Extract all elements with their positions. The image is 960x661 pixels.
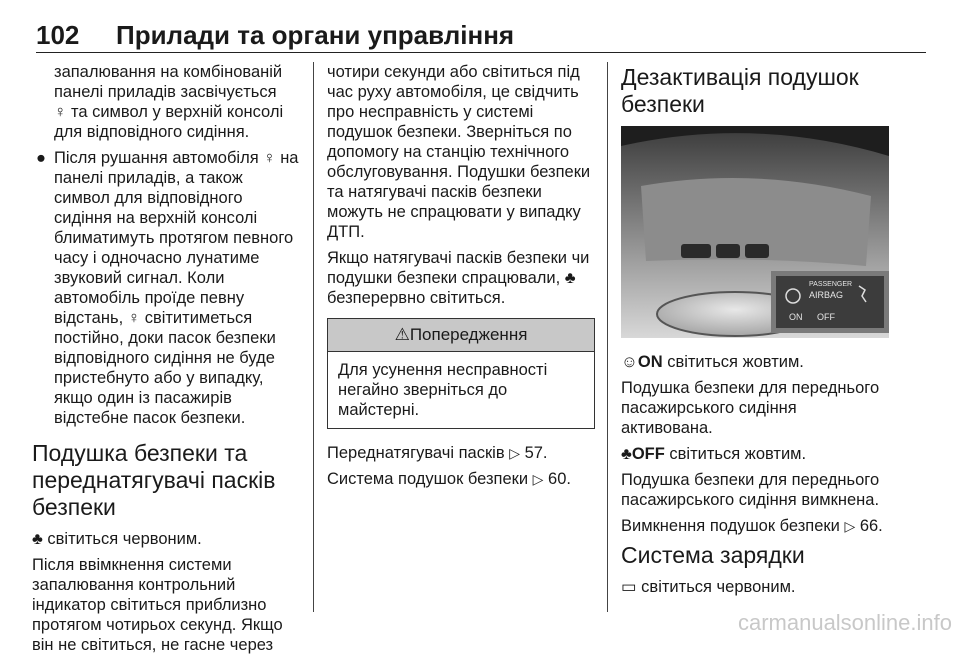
paragraph: Якщо натягувачі пасків безпеки чи подушки безпеки спрацювали, ♣ безперервно світиться. — [327, 249, 590, 307]
column-3 — [621, 62, 889, 603]
inset-label-airbag: AIRBAG — [809, 290, 844, 300]
inset-label-passenger: PASSENGER — [809, 281, 853, 288]
overhead-console-photo — [621, 126, 889, 338]
column-1 — [32, 62, 300, 661]
warning-header — [328, 319, 594, 352]
header-rule — [36, 52, 926, 53]
airbag-icon: ♣ — [32, 530, 43, 548]
airbag-on-icon: ☺ — [621, 353, 638, 371]
airbag-icon: ♣ — [564, 269, 576, 287]
paragraph: Подушка безпеки для переднього пасажирського сидіння активована. — [621, 379, 880, 437]
warning-title: Попередження — [409, 325, 528, 344]
column-2 — [327, 62, 595, 495]
ref-arrow-icon: ▷ — [509, 445, 520, 461]
battery-icon: ▭ — [621, 578, 637, 596]
watermark: carmanualsonline.info — [737, 610, 952, 635]
paragraph: Після ввімкнення системи запалювання контрольний індикатор світиться приблизно протягом чотирьох секунд. Якщо він не світиться, не гасне через — [32, 556, 283, 654]
console-button — [716, 244, 740, 258]
bullet-dot: ● — [36, 149, 46, 167]
section-heading-deactivation: Дезактивація подушок безпеки — [621, 64, 859, 117]
column-divider — [313, 62, 314, 612]
seatbelt-icon: ♀ — [127, 309, 141, 327]
bullet-item: ● Після рушання автомобіля ♀ на панелі приладів, а також символ для відповідного сидіння на верхній консолі блиматимуть протягом певного часу і одночасно лунатиме звуковий сигнал. Коли автомобіль проїде певну відстань, ♀ світитиметься постійно, доки пасок безпеки відповідного сидіння не буде пристебнуто або у випадку, якщо один із пасажирів відстебне пасок безпеки. — [36, 149, 299, 427]
cross-reference: Переднатягувачі пасків ▷ 57. — [327, 444, 548, 462]
warning-icon: ⚠ — [394, 325, 410, 344]
cross-reference: Система подушок безпеки ▷ 60. — [327, 470, 571, 488]
page-header — [36, 16, 926, 54]
section-heading-charging: Система зарядки — [621, 542, 805, 568]
airbag-off-icon: ♣ — [621, 445, 632, 463]
cross-reference: Вимкнення подушок безпеки ▷ 66. — [621, 517, 883, 535]
seatbelt-icon: ♀ — [54, 103, 67, 121]
section-heading-airbag: Подушка безпеки та переднатягувачі пасків безпеки — [32, 440, 276, 520]
ref-arrow-icon: ▷ — [844, 518, 856, 534]
paragraph: чотири секунди або світиться під час руху автомобіля, це свідчить про несправність у системі подушок безпеки. Зверніться по допомогу на станцію технічного обслуговування. Подушки безпеки та натягувачі пасків безпеки можуть не спрацювати у випадку ДТП. — [327, 63, 591, 241]
console-button — [681, 244, 711, 258]
warning-box — [327, 318, 595, 429]
inset-label-off: OFF — [817, 312, 835, 322]
indicator-off: ♣OFF світиться жовтим. — [621, 445, 807, 463]
warning-text: Для усунення несправності негайно зверніться до майстерні. — [338, 361, 548, 419]
indicator-on: ☺ON світиться жовтим. — [621, 353, 804, 371]
console-button — [745, 244, 769, 258]
column-divider — [607, 62, 608, 612]
seatbelt-icon: ♀ — [263, 149, 276, 167]
ref-arrow-icon: ▷ — [532, 471, 544, 487]
warning-body — [328, 352, 594, 428]
paragraph: ♣ світиться червоним. — [32, 530, 202, 548]
paragraph: ▭ світиться червоним. — [621, 578, 796, 596]
page-title: Прилади та органи управління — [116, 20, 515, 50]
paragraph: запалювання на комбінованій панелі приладів засвічується ♀ та символ у верхній консолі для відповідного сидіння. — [54, 63, 284, 141]
inset-label-on: ON — [789, 312, 803, 322]
paragraph: Подушка безпеки для переднього пасажирського сидіння вимкнена. — [621, 471, 880, 509]
page-number: 102 — [36, 20, 80, 50]
